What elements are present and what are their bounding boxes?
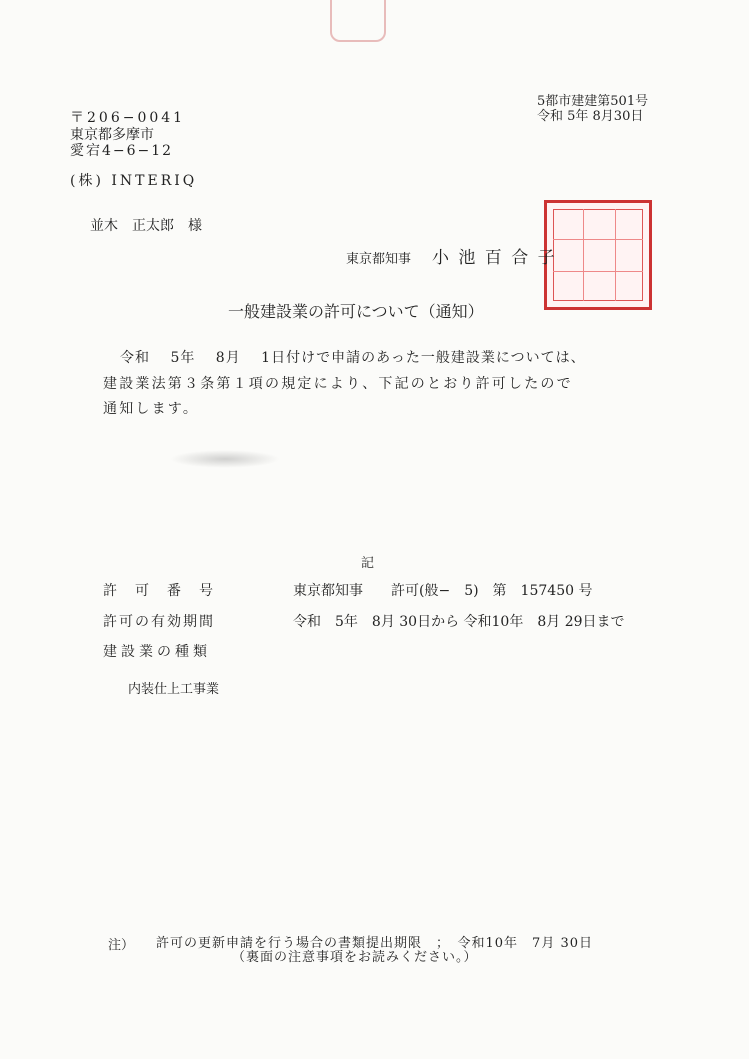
subject-title: 一般建設業の許可について（通知） <box>228 302 484 321</box>
item-value-permit-number: 東京都知事 許可(般− 5) 第 157450 号 <box>293 583 593 599</box>
address-street: 愛宕4−6−12 <box>70 143 174 159</box>
item-label-business-type: 建設業の種類 <box>103 644 211 660</box>
item-label-permit-number: 許 可 番 号 <box>103 583 215 599</box>
scan-smudge <box>170 450 280 468</box>
governor-seal-icon <box>544 200 652 310</box>
note-line-1: 許可の更新申請を行う場合の書類提出期限 ； 令和10年 7月 30日 <box>156 936 593 951</box>
issue-date: 令和 5年 8月30日 <box>537 109 644 124</box>
address-city: 東京都多摩市 <box>70 127 154 143</box>
ki-heading: 記 <box>361 556 375 571</box>
item-value-valid-period: 令和 5年 8月 30日から 令和10年 8月 29日まで <box>293 614 625 630</box>
receipt-stamp-icon <box>330 0 386 42</box>
postal-code: 〒206−0041 <box>70 110 186 126</box>
body-line-1: 令和 5年 8月 1日付けで申請のあった一般建設業については、 <box>120 350 586 366</box>
issuer-title: 東京都知事 <box>346 252 412 267</box>
item-label-valid-period: 許可の有効期間 <box>103 614 215 630</box>
body-line-3: 通知します。 <box>103 401 200 417</box>
body-line-2: 建設業法第３条第１項の規定により、下記のとおり許可したので <box>103 376 573 392</box>
issuer-name: 小 池 百 合 子 <box>432 248 557 268</box>
note-prefix: 注） <box>108 938 135 953</box>
reference-number: 5都市建建第501号 <box>537 94 649 109</box>
recipient-name: 並木 正太郎 様 <box>90 218 202 234</box>
company-name: (株) INTERIQ <box>70 173 198 189</box>
business-type-value: 内装仕上工事業 <box>128 682 220 697</box>
note-line-2: （裏面の注意事項をお読みください。） <box>232 950 478 965</box>
